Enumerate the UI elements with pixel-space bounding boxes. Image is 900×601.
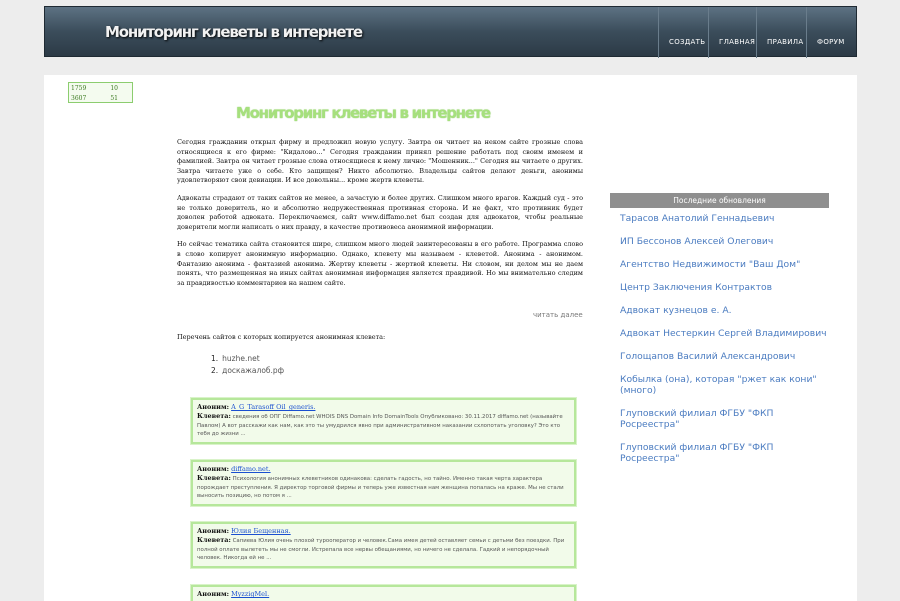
sidebar-item[interactable]: Глуповский филиал ФГБУ "ФКП Росреестра" <box>620 408 774 430</box>
defamation-card <box>191 460 576 506</box>
counter-row <box>69 93 132 103</box>
defamation-text: Психология анонимных клеветников одинакова: сделать гадость, но тайно. Именно такая черта характера порождает преступления. Я директор торговой фирмы и теперь уже известная нам женщина попалась на краже. Мы не стали выносить позицию, но потом я ... <box>197 476 564 500</box>
sidebar-item[interactable]: Центр Заключения Контрактов <box>620 282 772 293</box>
nav-home[interactable]: ГЛАВНАЯ <box>708 7 756 58</box>
nav-create[interactable]: СОЗДАТЬ <box>658 7 708 58</box>
visit-counter <box>68 82 133 103</box>
counter-row <box>69 83 132 93</box>
defamation-label: Клевета: <box>197 536 231 544</box>
anon-label: Аноним: <box>197 590 230 598</box>
main-nav <box>658 7 856 58</box>
list-item[interactable]: 1. huzhe.net <box>211 354 260 363</box>
site-name: доскажалоб.рф <box>222 366 285 375</box>
sidebar-title: Последние обновления <box>610 193 829 208</box>
defamation-text: сведения об ОПГ Diffamo.net WHOIS DNS Domain Info DomainTools Опубликовано: 30.11.2017 diffamo.net (называйте Павлом) А вот расскажи как нам, как это ты умудрился явно при административном наказании схлопотать уголовку? Это кто тебя до жизни ... <box>197 414 563 438</box>
anon-label: Аноним: <box>197 527 230 535</box>
sidebar-item[interactable]: ИП Бессонов Алексей Олегович <box>620 236 774 247</box>
sites-list <box>211 353 284 377</box>
defamation-card <box>191 398 576 444</box>
nav-rules[interactable]: ПРАВИЛА <box>756 7 806 58</box>
content-area <box>44 75 857 601</box>
defamation-card <box>191 585 576 601</box>
sidebar-item[interactable]: Глуповский филиал ФГБУ "ФКП Росреестра" <box>620 442 774 464</box>
defamation-label: Клевета: <box>197 412 231 420</box>
counter-value: 1759 <box>71 85 87 92</box>
article-paragraph: Но сейчас тематика сайта становится шире, слишком много людей заинтересованы в его работе. Программа слово в слово копирует анонимную информацию. Однако, клевету мы называем - клеветой. Анонима - анонимом. Фантазию анонима - фантазией анонима. Жертву клеветы - жертвой клеветы. Ни словом, ни делом мы не даем понять, что размещенная на иных сайтах анонимная информация является правдивой. Но мы внимательно следим за правдивостью комментариев на нашем сайте. <box>177 240 583 287</box>
site-logo[interactable]: Мониторинг клеветы в интернете <box>105 23 362 41</box>
sidebar-item[interactable]: Кобылка (она), которая "ржет как кони" (много) <box>620 374 817 396</box>
anon-link[interactable]: Юлия Бещенная. <box>231 527 291 535</box>
updates-list <box>610 213 829 464</box>
sidebar-item[interactable]: Агентство Недвижимости "Ваш Дом" <box>620 259 801 270</box>
sites-list-heading: Перечень сайтов с которых копируется анонимная клевета: <box>177 333 386 341</box>
counter-value: 51 <box>110 95 118 102</box>
defamation-card <box>191 522 576 568</box>
read-more-link[interactable]: читать далее <box>533 311 583 319</box>
anon-label: Аноним: <box>197 465 230 473</box>
anon-link[interactable]: MyzzigMel. <box>231 590 270 598</box>
defamation-text: Сапиева Юлия очень плохой турооператор и человек.Сама имея детей оставляет семьи с детьми без поездки. При полной оплате вылететь мы не смогли. Истрепала все нервы обещаниями, но ничего не сделала. Гадкий и непорядочный человек. Никогда ей не ... <box>197 538 565 562</box>
anon-label: Аноним: <box>197 403 230 411</box>
counter-value: 10 <box>110 85 118 92</box>
sidebar-item[interactable]: Тарасов Анатолий Геннадьевич <box>620 213 775 224</box>
list-item[interactable]: 2. доскажалоб.рф <box>211 366 285 375</box>
sidebar-item[interactable]: Адвокат кузнецов е. А. <box>620 305 732 316</box>
anon-link[interactable]: diffamo.net. <box>231 465 271 473</box>
anon-link[interactable]: A_G_Tarasoff Oil_generis. <box>231 403 316 411</box>
page-title: Мониторинг клеветы в интернете <box>236 104 490 122</box>
recent-updates-sidebar <box>610 193 829 476</box>
counter-value: 3607 <box>71 95 87 102</box>
site-header <box>44 6 857 57</box>
site-name: huzhe.net <box>222 354 260 363</box>
article-paragraph: Адвокаты страдают от таких сайтов не менее, а зачастую и более других. Слишком много врагов. Каждый суд - это не только доверитель, но и абсолютно недружественная противная сторона. И не факт, что противник будет доволен работой адвоката. Переключаемся, сайт www.diffamo.net был создан для адвокатов, чтобы реальные доверители могли написать о них правду, в качестве противовеса анонимной информации. <box>177 193 583 231</box>
sidebar-item[interactable]: Голощапов Василий Александрович <box>620 351 796 362</box>
article-paragraph: Сегодня гражданин открыл фирму и предложил новую услугу. Завтра он читает на неком сайте грозные слова относящиеся к его фирме: "Кидалово..." Сегодня гражданин принял решение работать под своим именем и фамилией. Завтра он читает грозные слова относящиеся к нему лично: "Мошенник..." Сегодня вы читаете о других. Завтра читаете уже о себе. Кто защищен? Никто абсолютно. Владельцы сайтов делают деньги, анонимы удовлетворяют свои девиации. И все довольны... кроме жертв клеветы. <box>177 138 583 185</box>
intro-article <box>177 138 583 296</box>
defamation-label: Клевета: <box>197 474 231 482</box>
sidebar-item[interactable]: Адвокат Нестеркин Сергей Владимирович <box>620 328 827 339</box>
nav-forum[interactable]: ФОРУМ <box>806 7 856 58</box>
